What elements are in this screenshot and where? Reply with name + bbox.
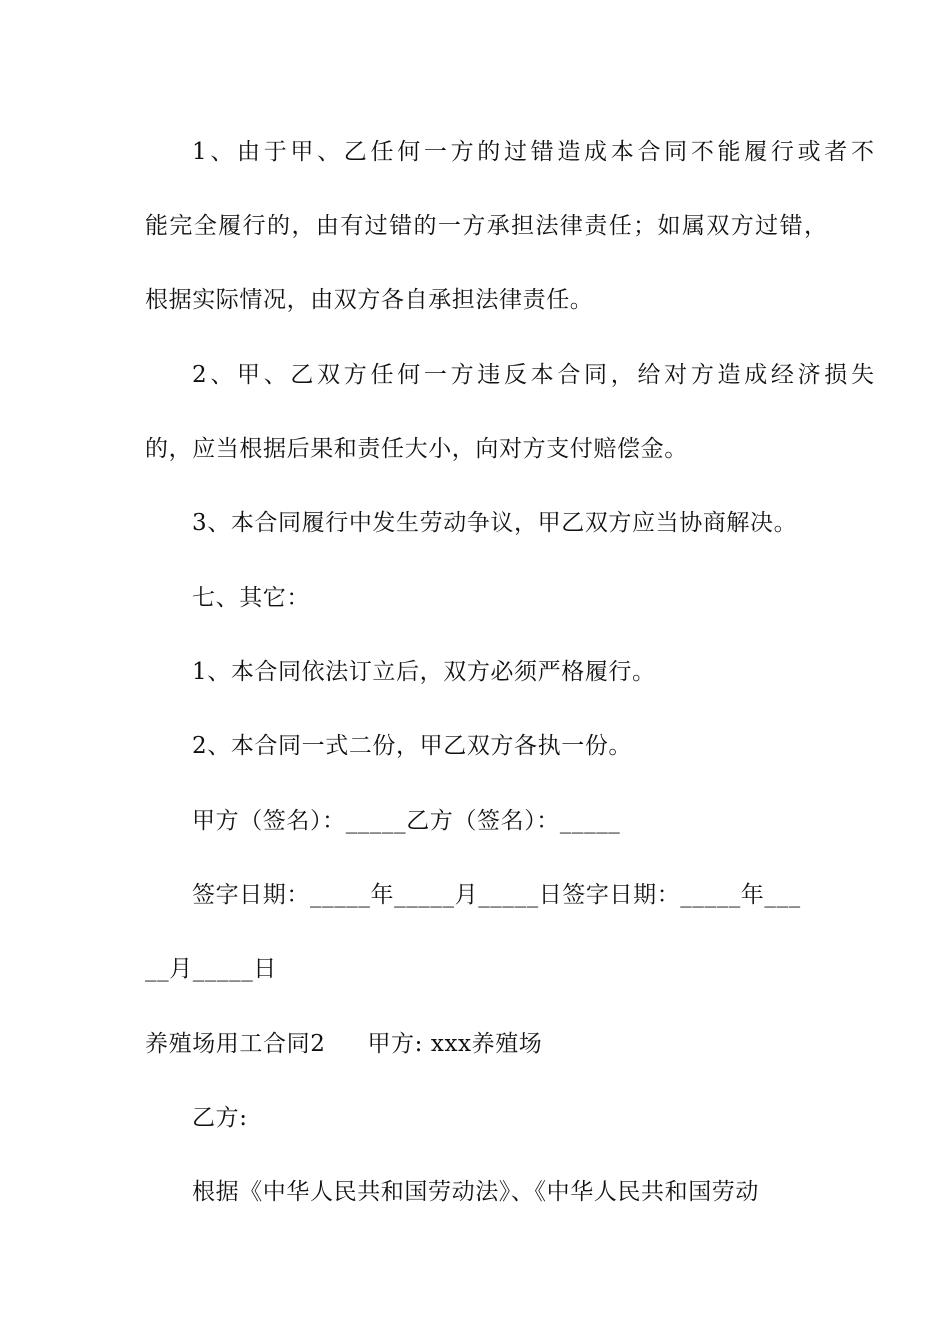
signature-date-line: __月_____日	[145, 956, 277, 982]
contract-title: 养殖场用工合同2	[145, 1031, 326, 1057]
paragraph-line: 2、本合同一式二份，甲乙双方各执一份。	[192, 733, 633, 759]
paragraph-line: 1、由于甲、乙任何一方的过错造成本合同不能履行或者不	[192, 139, 874, 165]
party-b-label: 乙方:	[192, 1105, 248, 1131]
contract-heading	[145, 1029, 542, 1059]
paragraph-line: 的，应当根据后果和责任大小，向对方支付赔偿金。	[145, 436, 688, 462]
paragraph-line: 能完全履行的，由有过错的一方承担法律责任；如属双方过错，	[145, 213, 827, 239]
signature-line: 甲方（签名）：_____乙方（签名）：_____	[192, 808, 621, 834]
party-a-name: 甲方: xxx养殖场	[367, 1031, 543, 1057]
paragraph-line: 3、本合同履行中发生劳动争议，甲乙双方应当协商解决。	[192, 510, 798, 536]
signature-date-line: 签字日期：_____年_____月_____日签字日期：_____年___	[192, 882, 801, 908]
paragraph-line: 根据《中华人民共和国劳动法》、《中华人民共和国劳动	[192, 1179, 759, 1205]
paragraph-line: 1、本合同依法订立后，双方必须严格履行。	[192, 659, 656, 685]
section-heading: 七、其它：	[192, 585, 310, 611]
paragraph-line: 根据实际情况，由双方各自承担法律责任。	[145, 287, 594, 313]
paragraph-line: 2、甲、乙双方任何一方违反本合同，给对方造成经济损失	[192, 362, 874, 388]
